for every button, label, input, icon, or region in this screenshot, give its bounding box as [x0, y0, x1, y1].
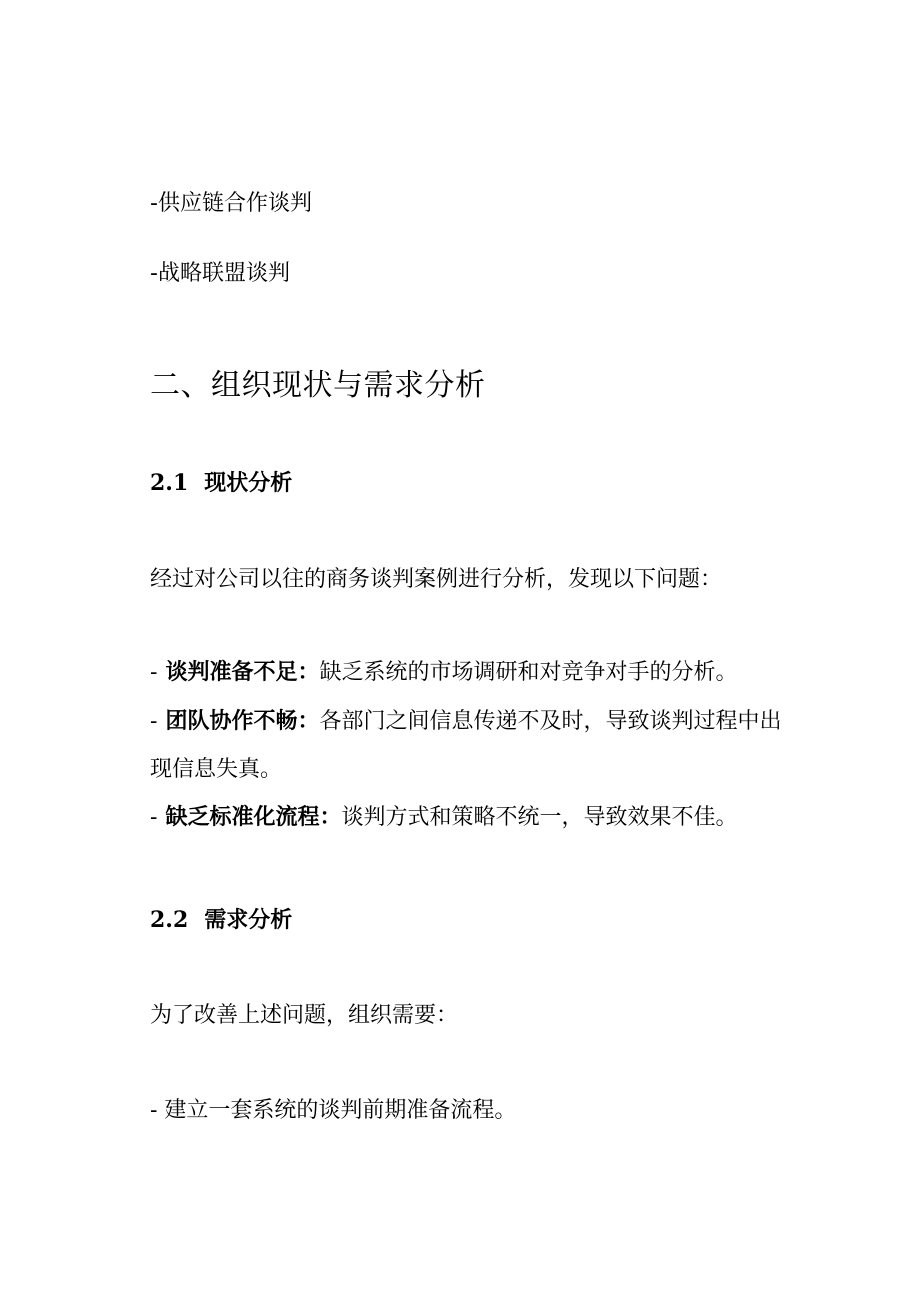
bullet-item [150, 704, 781, 735]
bullet-dash: - [150, 660, 158, 685]
subsection-heading-2-2 [150, 903, 292, 934]
subsection-title: 现状分析 [204, 470, 293, 496]
list-item: -供应链合作谈判 [150, 191, 312, 216]
bullet-text: 谈判方式和策略不统一，导致效果不佳。 [341, 805, 738, 830]
bullet-label: 团队协作不畅： [165, 709, 320, 734]
bullet-text: 各部门之间信息传递不及时，导致谈判过程中出 [319, 709, 782, 734]
paragraph-intro: 为了改善上述问题，组织需要： [150, 1003, 459, 1028]
subsection-number: 2.2 [150, 907, 189, 933]
paragraph-intro: 经过对公司以往的商务谈判案例进行分析，发现以下问题： [150, 567, 723, 592]
bullet-item: - 建立一套系统的谈判前期准备流程。 [150, 1098, 517, 1123]
section-heading: 二、组织现状与需求分析 [150, 368, 486, 403]
bullet-dash: - [150, 709, 158, 734]
bullet-dash: - [150, 805, 158, 830]
list-item: -战略联盟谈判 [150, 261, 290, 286]
bullet-item [150, 800, 737, 831]
bullet-label: 谈判准备不足： [165, 660, 320, 685]
bullet-label: 缺乏标准化流程： [165, 805, 342, 830]
subsection-heading-2-1 [150, 466, 292, 497]
bullet-item [150, 655, 737, 686]
bullet-text: 缺乏系统的市场调研和对竞争对手的分析。 [319, 660, 738, 685]
subsection-title: 需求分析 [204, 907, 293, 933]
bullet-continuation: 现信息失真。 [150, 757, 283, 782]
subsection-number: 2.1 [150, 470, 189, 496]
